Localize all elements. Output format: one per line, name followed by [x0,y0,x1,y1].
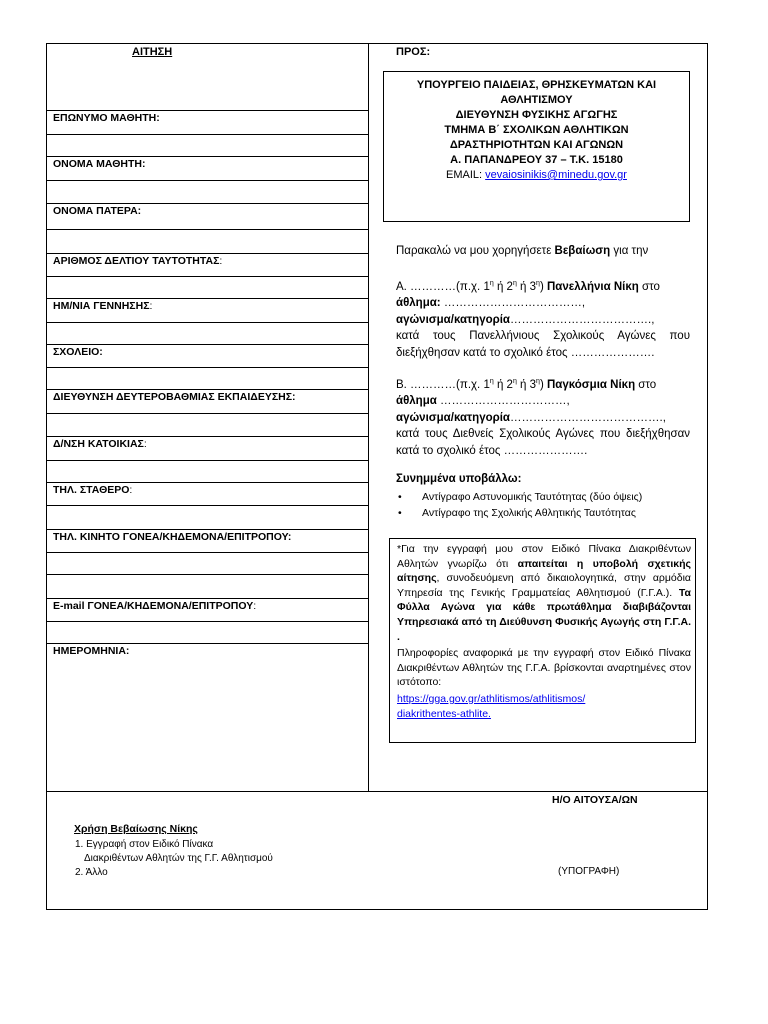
field-line [47,389,368,390]
column-divider [368,43,369,792]
field-line [47,322,368,323]
field-line [47,460,368,461]
field-line [47,229,368,230]
email-link[interactable]: vevaiosinikis@minedu.gov.gr [485,169,627,181]
field-line [47,180,368,181]
field-guardian-email: E-mail ΓΟΝΕΑ/ΚΗΔΕΜΟΝΑ/ΕΠΙΤΡΟΠΟΥ: [53,600,257,612]
registry-link[interactable]: https://gga.gov.gr/athlitismos/athlitismos/ [397,692,586,705]
field-line [47,436,368,437]
field-line [47,344,368,345]
note-box: *Για την εγγραφή μου στον Ειδικό Πίνακα Διακριθέντων Αθλητών γνωρίζω ότι απαιτείται η υποβολή σχετικής αίτησης, συνοδευόμενη από δικαιολογητικά, στην αρμόδια Υπηρεσία της Γενικής Γραμματείας Αθλητισμού (Γ.Γ.Α.). Τα Φύλλα Αγώνα για κάθε πρωτάθλημα διαβιβάζονται Υπηρεσιακά από τη Διεύθυνση Φυσικής Αγωγής στη Γ.Γ.Α. . Πληροφορίες αναφορικά με την εγγραφή στον Ειδικό Πίνακα Διακριθέντων Αθλητών της Γ.Γ.Α. βρίσκονται αναρτημένες στον ιστότοπο: https://gga.gov.gr/athlitismos/athlitismos/ diakrithentes-athlite. [389,538,696,743]
field-line [47,529,368,530]
recipient-box [383,71,690,222]
field-id-number: ΑΡΙΘΜΟΣ ΔΕΛΤΙΟΥ ΤΑΥΤΟΤΗΤΑΣ: [53,255,223,267]
request-option-b: Β. …………(π.χ. $1^\eta$ ή $2^\eta$ ή $3^\eta$) Παγκόσμια Νίκη στο άθλημα ……………………………, αγώνισμα/κατηγορία…………………………………., κατά τους Διεθνείς Σχολικούς Αγώνες που διεξήχθησαν κατά το σχολικό έτος …………………. [396,378,690,457]
field-line [47,413,368,414]
field-line [47,298,368,299]
recipient-line: Α. ΠΑΠΑΝΔΡΕΟΥ 37 – Τ.Κ. 15180 [450,154,623,166]
recipient-email-row: EMAIL: vevaiosinikis@minedu.gov.gr [446,169,627,181]
to-label: ΠΡΟΣ: [396,46,431,58]
request-option-a: Α. …………(π.χ. $1^\eta$ ή $2^\eta$ ή $3^\eta$) Πανελλήνια Νίκη στο άθλημα: ………………………………, αγώνισμα/κατηγορία………………………………., κατά τους Πανελλήνιους Σχολικούς Αγώνες που διεξήχθησαν κατά το σχολικό έτος …………………. [396,280,690,359]
field-line [47,276,368,277]
field-line [47,574,368,575]
attachments-heading: Συνημμένα υποβάλλω: [396,473,522,485]
field-school: ΣΧΟΛΕΙΟ: [53,346,103,358]
field-line [47,110,368,111]
recipient-line: ΑΘΛΗΤΙΣΜΟΥ [500,94,573,106]
registry-link-continued[interactable]: diakrithentes-athlite. [397,707,491,720]
field-line [47,134,368,135]
list-item: 2. Άλλο [75,867,108,878]
field-line [47,156,368,157]
field-line [47,482,368,483]
field-line [47,552,368,553]
form-title: ΑΙΤΗΣΗ [132,46,173,58]
list-item: 1. Εγγραφή στον Ειδικό Πίνακα [75,839,214,850]
field-line [47,367,368,368]
list-item: Διακριθέντων Αθλητών της Γ.Γ. Αθλητισμού [84,853,273,864]
field-line [47,643,368,644]
list-item: • Αντίγραφο της Σχολικής Αθλητικής Ταυτότητας [398,505,642,521]
use-heading: Χρήση Βεβαίωσης Νίκης [74,823,198,835]
signature-label: (ΥΠΟΓΡΑΦΗ) [558,866,620,877]
field-surname: ΕΠΩΝΥΜΟ ΜΑΘΗΤΗ: [53,112,160,124]
list-item: • Αντίγραφο Αστυνομικής Ταυτότητας (δύο όψεις) [398,489,642,505]
field-landline: ΤΗΛ. ΣΤΑΘΕΡΟ: [53,484,133,496]
recipient-line: ΔΡΑΣΤΗΡΙΟΤΗΤΩΝ ΚΑΙ ΑΓΩΝΩΝ [449,139,624,151]
recipient-line: ΔΙΕΥΘΥΝΣΗ ΦΥΣΙΚΗΣ ΑΓΩΓΗΣ [455,109,618,121]
field-first-name: ΟΝΟΜΑ ΜΑΘΗΤΗ: [53,158,146,170]
field-directorate: ΔΙΕΥΘΥΝΣΗ ΔΕΥΤΕΡΟΒΑΘΜΙΑΣ ΕΚΠΑΙΔΕΥΣΗΣ: [53,391,296,403]
field-line [47,203,368,204]
applicant-label: Η/Ο ΑΙΤΟΥΣΑ/ΩΝ [552,794,638,806]
field-father-name: ΟΝΟΜΑ ΠΑΤΕΡΑ: [53,205,142,217]
field-guardian-mobile: ΤΗΛ. ΚΙΝΗΤΟ ΓΟΝΕΑ/ΚΗΔΕΜΟΝΑ/ΕΠΙΤΡΟΠΟΥ: [53,531,292,543]
recipient-line: ΥΠΟΥΡΓΕΙΟ ΠΑΙΔΕΙΑΣ, ΘΡΗΣΚΕΥΜΑΤΩΝ ΚΑΙ [416,79,657,91]
field-birth-date: ΗΜ/ΝΙΑ ΓΕΝΝΗΣΗΣ: [53,300,153,312]
attachments-list [398,489,642,521]
field-home-address: Δ/ΝΣΗ ΚΑΤΟΙΚΙΑΣ: [53,438,147,450]
recipient-line: ΤΜΗΜΑ Β΄ ΣΧΟΛΙΚΩΝ ΑΘΛΗΤΙΚΩΝ [444,124,629,136]
field-date: ΗΜΕΡΟΜΗΝΙΑ: [53,645,130,657]
field-line [47,505,368,506]
field-line [47,621,368,622]
footer-divider [46,791,708,792]
field-line [47,253,368,254]
field-line [47,598,368,599]
request-intro: Παρακαλώ να μου χορηγήσετε Βεβαίωση για την [396,245,649,257]
use-list [75,838,273,880]
